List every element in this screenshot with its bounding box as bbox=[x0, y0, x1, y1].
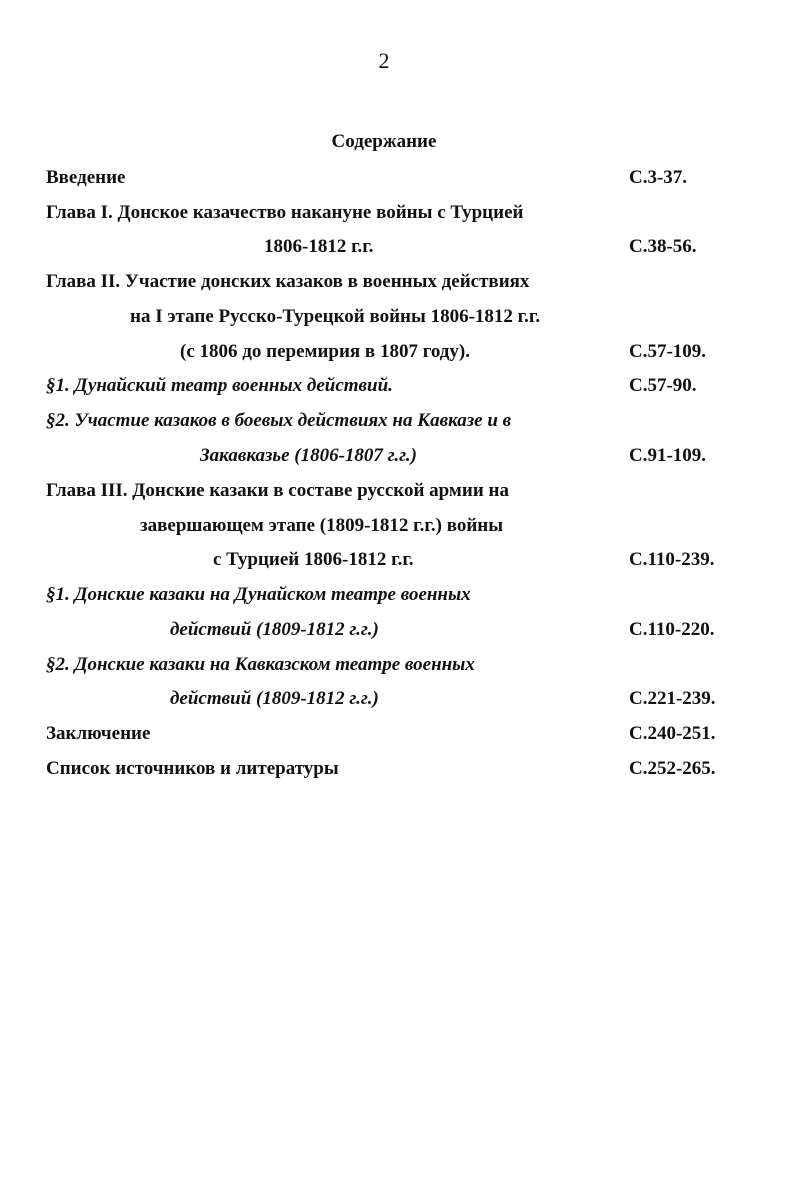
toc-ch3-s1-line1: §1. Донские казаки на Дунайском театре военных bbox=[46, 584, 471, 605]
toc-ch3-s2-line2: действий (1809-1812 г.г.) bbox=[170, 688, 379, 709]
toc-title: Содержание bbox=[331, 131, 437, 152]
toc-ch2-line1: Глава II. Участие донских казаков в военных действиях bbox=[46, 271, 530, 292]
toc-conclusion-label: Заключение bbox=[46, 723, 151, 744]
toc-ch2-s2-line2: Закавказье (1806-1807 г.г.) bbox=[200, 445, 418, 466]
toc-ch1-line1: Глава I. Донское казачество накануне войны с Турцией bbox=[46, 202, 524, 223]
toc-ch1-line2: 1806-1812 г.г. bbox=[264, 236, 374, 257]
toc-ch2-pages: С.57-109. bbox=[629, 341, 707, 362]
toc-conclusion-pages: С.240-251. bbox=[629, 723, 716, 744]
toc-ch2-line3: (с 1806 до перемирия в 1807 году). bbox=[180, 341, 470, 362]
toc-intro-pages: С.3-37. bbox=[629, 167, 688, 188]
toc-ch3-s1-line2: действий (1809-1812 г.г.) bbox=[170, 619, 379, 640]
toc-ch2-s2-pages: С.91-109. bbox=[629, 445, 707, 466]
toc-ch3-line3: с Турцией 1806-1812 г.г. bbox=[213, 549, 414, 570]
page-number: 2 bbox=[378, 48, 390, 73]
toc-ch2-s1-pages: С.57-90. bbox=[629, 375, 697, 396]
toc-ch3-line2: завершающем этапе (1809-1812 г.г.) войны bbox=[140, 515, 504, 536]
toc-ch2-s1-label: §1. Дунайский театр военных действий. bbox=[46, 375, 393, 396]
toc-ch3-s1-pages: С.110-220. bbox=[629, 619, 715, 640]
toc-intro-label: Введение bbox=[46, 167, 126, 188]
toc-ch3-s2-pages: С.221-239. bbox=[629, 688, 716, 709]
toc-ch3-line1: Глава III. Донские казаки в составе русской армии на bbox=[46, 480, 509, 501]
toc-ch1-pages: С.38-56. bbox=[629, 236, 697, 257]
toc-ch3-pages: С.110-239. bbox=[629, 549, 715, 570]
toc-sources-label: Список источников и литературы bbox=[46, 758, 339, 779]
toc-ch2-line2: на I этапе Русско-Турецкой войны 1806-1812 г.г. bbox=[130, 306, 541, 327]
toc-ch3-s2-line1: §2. Донские казаки на Кавказском театре военных bbox=[46, 654, 475, 675]
toc-sources-pages: С.252-265. bbox=[629, 758, 716, 779]
toc-ch2-s2-line1: §2. Участие казаков в боевых действиях на Кавказе и в bbox=[46, 410, 512, 431]
